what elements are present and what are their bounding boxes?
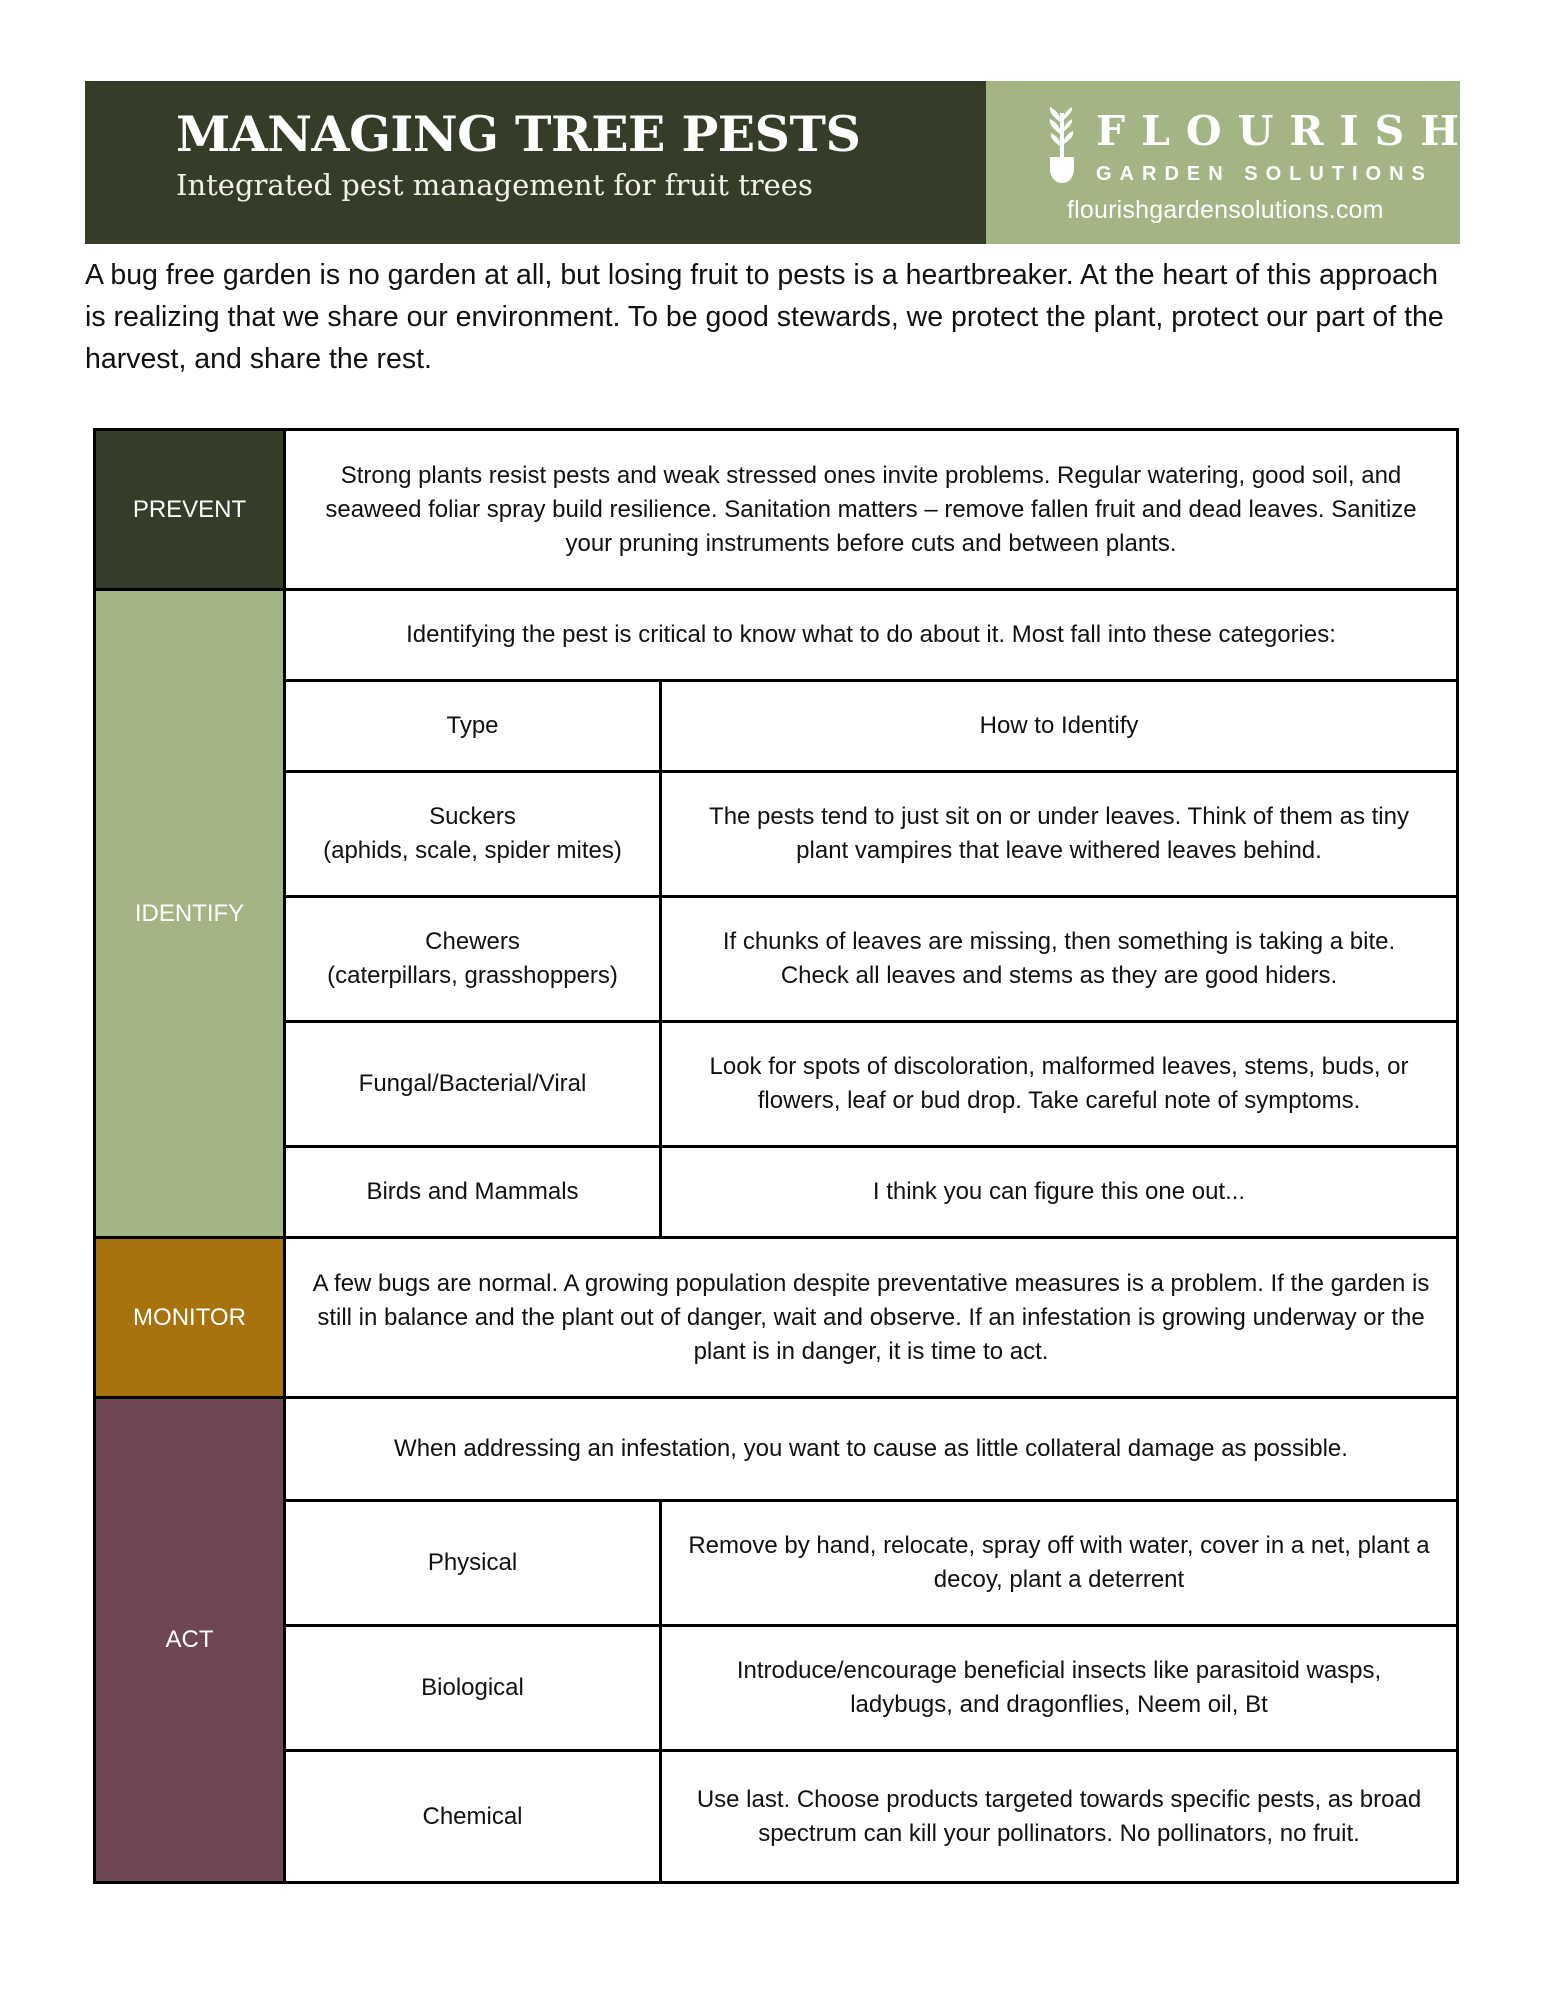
pest-type-chewers (286, 898, 662, 1023)
column-header-type: Type (286, 682, 662, 773)
page-subtitle: Integrated pest management for fruit trees (176, 167, 813, 202)
page-title: MANAGING TREE PESTS (176, 105, 861, 163)
pest-type-examples: (caterpillars, grasshoppers) (327, 962, 618, 989)
brand-tagline: GARDEN SOLUTIONS (1096, 163, 1433, 185)
pest-type-name: Suckers (429, 803, 516, 830)
column-header-how-to-identify: How to Identify (662, 682, 1456, 773)
pest-type-suckers (286, 773, 662, 898)
act-method-physical: Physical (286, 1502, 662, 1627)
pest-identify-suckers: The pests tend to just sit on or under leaves. Think of them as tiny plant vampires that leave withered leaves behind. (662, 773, 1456, 898)
act-method-chemical: Chemical (286, 1752, 662, 1881)
section-label-act: ACT (96, 1399, 286, 1881)
plant-pot-icon (1044, 107, 1080, 187)
act-method-biological: Biological (286, 1627, 662, 1752)
pest-identify-chewers: If chunks of leaves are missing, then something is taking a bite. Check all leaves and stems as they are good hiders. (662, 898, 1456, 1023)
pest-management-table (93, 428, 1459, 1884)
pest-type-name: Chewers (425, 928, 520, 955)
section-label-identify: IDENTIFY (96, 591, 286, 1239)
header-banner (85, 81, 1476, 244)
brand-name: FLOURISH (1096, 107, 1476, 155)
monitor-text: A few bugs are normal. A growing population despite preventative measures is a problem. If the garden is still in balance and the plant out of danger, wait and observe. If an infestation is growing underway or the plant is in danger, it is time to act. (286, 1239, 1456, 1399)
pest-type-fungal: Fungal/Bacterial/Viral (286, 1023, 662, 1148)
section-label-monitor: MONITOR (96, 1239, 286, 1399)
identify-intro: Identifying the pest is critical to know what to do about it. Most fall into these categories: (286, 591, 1456, 682)
act-intro: When addressing an infestation, you want to cause as little collateral damage as possible. (286, 1399, 1456, 1502)
pest-type-examples: (aphids, scale, spider mites) (323, 837, 622, 864)
pest-identify-birds-mammals: I think you can figure this one out... (662, 1148, 1456, 1239)
pest-identify-fungal: Look for spots of discoloration, malformed leaves, stems, buds, or flowers, leaf or bud drop. Take careful note of symptoms. (662, 1023, 1456, 1148)
act-desc-chemical: Use last. Choose products targeted towards specific pests, as broad spectrum can kill your pollinators. No pollinators, no fruit. (696, 1785, 1422, 1847)
title-block (85, 81, 986, 244)
brand-url[interactable]: flourishgardensolutions.com (1067, 196, 1384, 224)
brand-block (986, 81, 1476, 244)
section-label-prevent: PREVENT (96, 431, 286, 591)
act-desc-biological: Introduce/encourage beneficial insects like parasitoid wasps, ladybugs, and dragonflies, Neem oil, Bt (662, 1627, 1456, 1752)
intro-paragraph: A bug free garden is no garden at all, but losing fruit to pests is a heartbreaker. At the heart of this approach is realizing that we share our environment. To be good stewards, we protect the plant, protect our part of the harvest, and share the rest. (85, 259, 1444, 375)
act-desc-physical: Remove by hand, relocate, spray off with water, cover in a net, plant a decoy, plant a deterrent (662, 1502, 1456, 1627)
pest-type-birds-mammals: Birds and Mammals (286, 1148, 662, 1239)
prevent-text: Strong plants resist pests and weak stressed ones invite problems. Regular watering, good soil, and seaweed foliar spray build resilience. Sanitation matters – remove fallen fruit and dead leaves. Sanitize your pruning instruments before cuts and between plants. (286, 431, 1456, 591)
